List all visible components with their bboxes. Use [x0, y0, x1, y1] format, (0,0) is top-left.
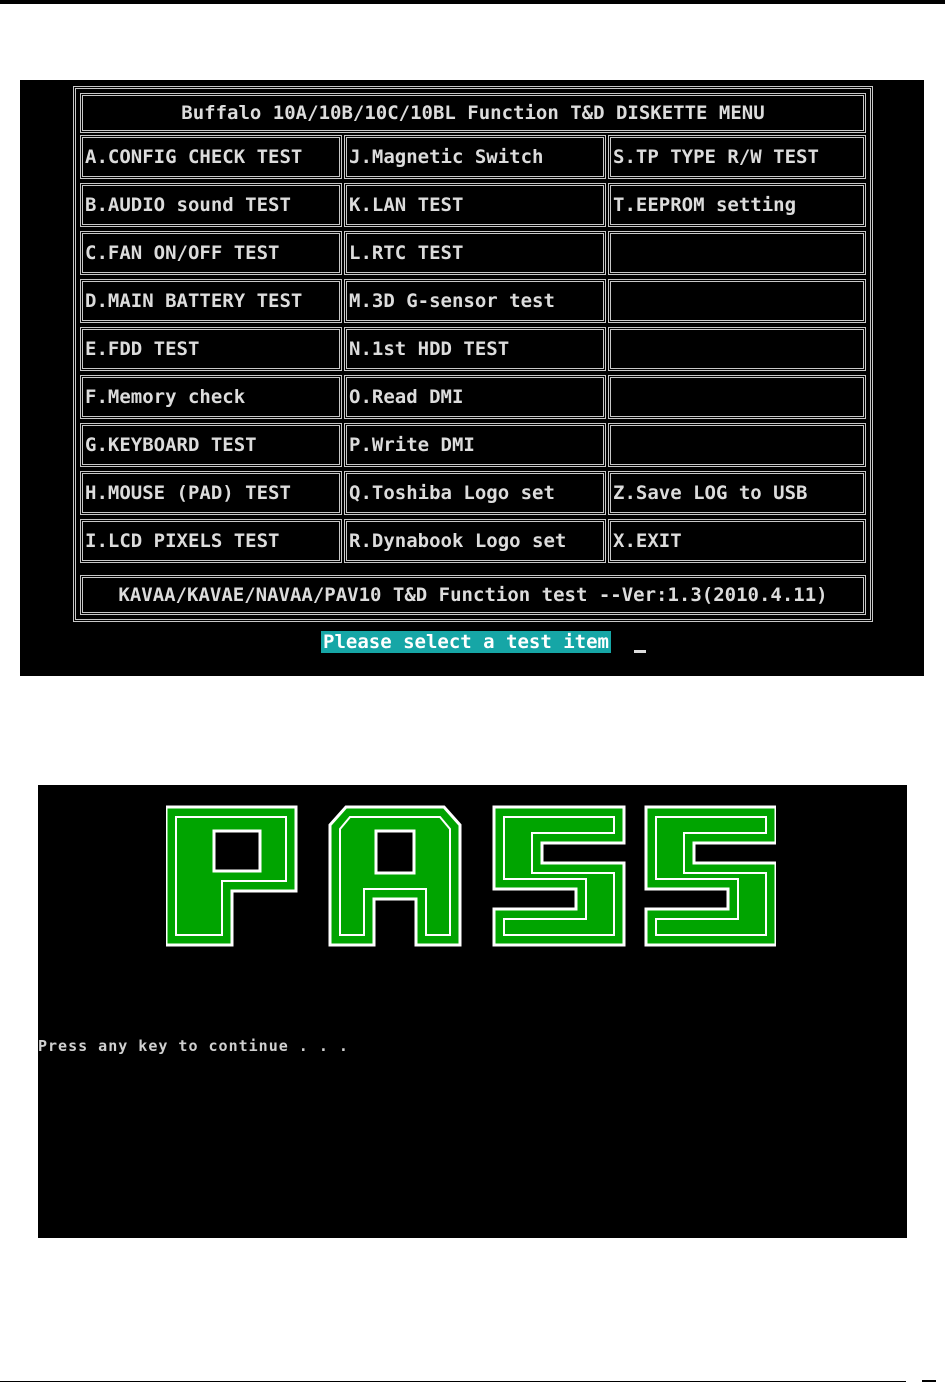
select-prompt: Please select a test item: [323, 631, 609, 653]
version-footer: KAVAA/KAVAE/NAVAA/PAV10 T&D Function test --Ver:1.3(2010.4.11): [118, 584, 828, 606]
menu-item-s[interactable]: [608, 135, 866, 179]
menu-item-j[interactable]: [344, 135, 606, 179]
page-number-mark: [922, 1380, 936, 1382]
pass-banner: [166, 803, 776, 953]
menu-item-label: M.3D G-sensor test: [349, 290, 555, 312]
menu-item-label: R.Dynabook Logo set: [349, 530, 567, 552]
menu-item-label: Z.Save LOG to USB: [613, 482, 808, 504]
menu-item-t[interactable]: [608, 183, 866, 227]
menu-item-h[interactable]: [80, 471, 342, 515]
menu-item-label: B.AUDIO sound TEST: [85, 194, 291, 216]
pass-letter-a: [330, 807, 460, 945]
menu-item-empty-2-4: [608, 327, 866, 371]
menu-item-k[interactable]: [344, 183, 606, 227]
menu-item-q[interactable]: [344, 471, 606, 515]
menu-item-r[interactable]: [344, 519, 606, 563]
menu-item-label: L.RTC TEST: [349, 242, 464, 264]
menu-item-label: D.MAIN BATTERY TEST: [85, 290, 303, 312]
menu-item-label: P.Write DMI: [349, 434, 475, 456]
menu-frame: [73, 86, 873, 622]
menu-title: Buffalo 10A/10B/10C/10BL Function T&D DISKETTE MENU: [181, 102, 765, 124]
menu-item-l[interactable]: [344, 231, 606, 275]
pass-letter-s1: [494, 807, 624, 945]
menu-item-c[interactable]: [80, 231, 342, 275]
menu-footer-bar: [80, 575, 866, 615]
menu-item-label: O.Read DMI: [349, 386, 464, 408]
menu-title-bar: [80, 93, 866, 133]
text-cursor[interactable]: [634, 650, 646, 653]
continue-message: Press any key to continue . . .: [38, 1037, 349, 1055]
menu-item-label: I.LCD PIXELS TEST: [85, 530, 280, 552]
pass-letter-s2: [646, 807, 776, 945]
menu-item-z[interactable]: [608, 471, 866, 515]
menu-item-label: S.TP TYPE R/W TEST: [613, 146, 819, 168]
pass-result-screen: [38, 785, 907, 1238]
menu-item-g[interactable]: [80, 423, 342, 467]
menu-item-p[interactable]: [344, 423, 606, 467]
menu-item-label: Q.Toshiba Logo set: [349, 482, 555, 504]
menu-item-label: F.Memory check: [85, 386, 246, 408]
menu-item-n[interactable]: [344, 327, 606, 371]
menu-item-label: G.KEYBOARD TEST: [85, 434, 257, 456]
menu-item-d[interactable]: [80, 279, 342, 323]
menu-item-m[interactable]: [344, 279, 606, 323]
menu-item-label: J.Magnetic Switch: [349, 146, 544, 168]
menu-item-label: N.1st HDD TEST: [349, 338, 510, 360]
menu-item-f[interactable]: [80, 375, 342, 419]
pass-letter-p: [166, 807, 296, 945]
menu-item-label: E.FDD TEST: [85, 338, 200, 360]
menu-item-empty-2-6: [608, 423, 866, 467]
menu-item-label: C.FAN ON/OFF TEST: [85, 242, 280, 264]
menu-item-empty-2-5: [608, 375, 866, 419]
menu-item-label: T.EEPROM setting: [613, 194, 797, 216]
menu-item-a[interactable]: [80, 135, 342, 179]
menu-item-empty-2-2: [608, 231, 866, 275]
page-top-rule: [0, 0, 945, 4]
menu-item-o[interactable]: [344, 375, 606, 419]
menu-item-x[interactable]: [608, 519, 866, 563]
menu-item-label: H.MOUSE (PAD) TEST: [85, 482, 291, 504]
test-menu-screen: [20, 80, 924, 676]
menu-item-b[interactable]: [80, 183, 342, 227]
menu-item-e[interactable]: [80, 327, 342, 371]
menu-item-empty-2-3: [608, 279, 866, 323]
menu-item-label: X.EXIT: [613, 530, 682, 552]
menu-item-label: K.LAN TEST: [349, 194, 464, 216]
menu-item-i[interactable]: [80, 519, 342, 563]
menu-item-label: A.CONFIG CHECK TEST: [85, 146, 303, 168]
page-bottom-rule: [0, 1381, 906, 1382]
